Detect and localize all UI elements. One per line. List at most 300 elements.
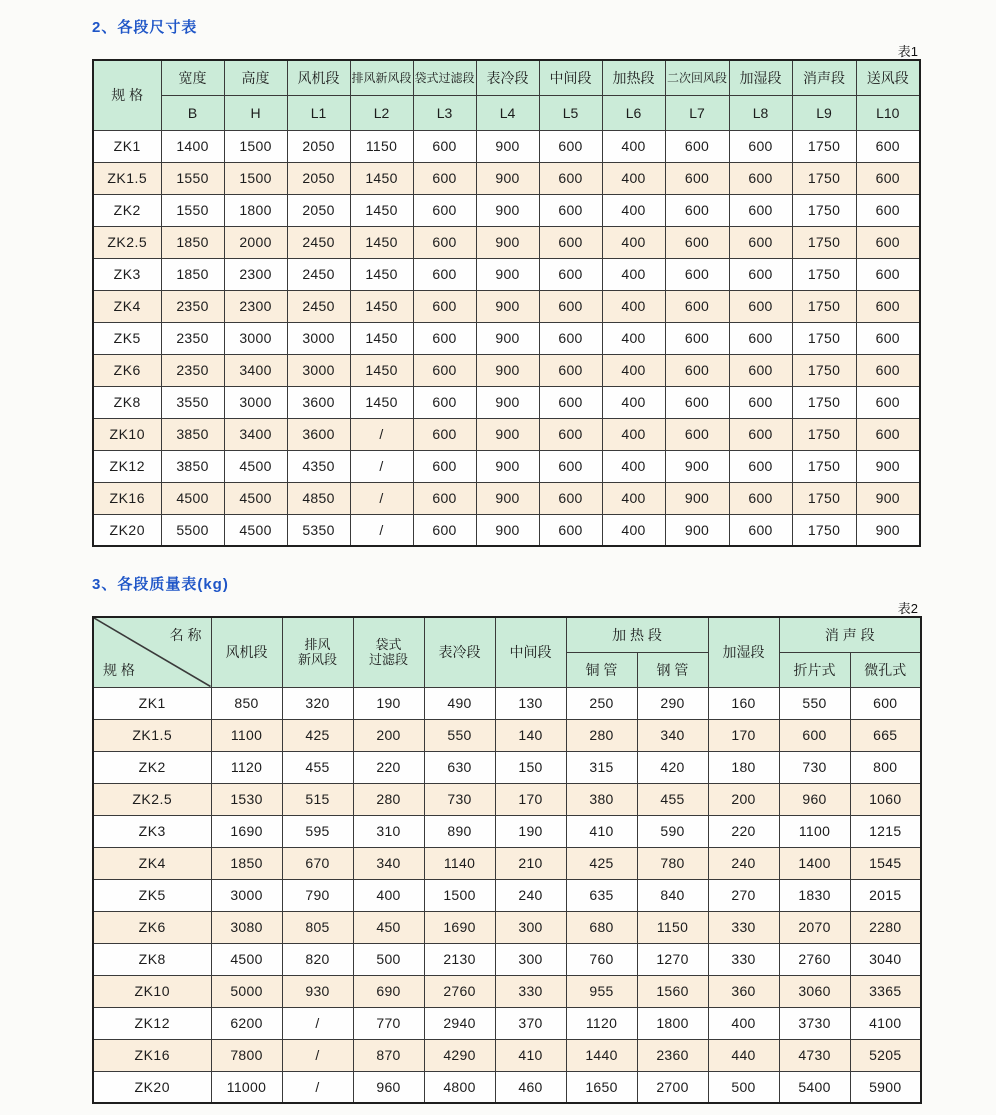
value-cell: 1750 — [792, 386, 856, 418]
code-L8: L8 — [729, 95, 792, 130]
value-cell: 4800 — [424, 1071, 495, 1103]
value-cell: 240 — [495, 879, 566, 911]
value-cell: 600 — [729, 386, 792, 418]
header-line: 过滤段 — [368, 652, 408, 668]
col-header-height: 高度 — [224, 60, 287, 95]
model-cell: ZK20 — [93, 514, 161, 546]
col-header-width: 宽度 — [161, 60, 224, 95]
value-cell: 600 — [539, 290, 602, 322]
value-cell: 600 — [729, 130, 792, 162]
model-cell: ZK16 — [93, 1039, 211, 1071]
col-header-exhaust-fresh-air-section — [282, 617, 353, 687]
value-cell: 2350 — [161, 354, 224, 386]
value-cell: 2350 — [161, 322, 224, 354]
value-cell: 1750 — [792, 290, 856, 322]
value-cell: 665 — [850, 719, 921, 751]
value-cell: 150 — [495, 751, 566, 783]
value-cell: 450 — [353, 911, 424, 943]
model-cell: ZK1 — [93, 687, 211, 719]
value-cell: 1750 — [792, 226, 856, 258]
section2-title: 3、各段质量表(kg) — [92, 576, 229, 593]
value-cell: 600 — [729, 162, 792, 194]
value-cell: 900 — [476, 194, 539, 226]
col-header-middle-section: 中间段 — [539, 60, 602, 95]
value-cell: 315 — [566, 751, 637, 783]
value-cell: 900 — [476, 418, 539, 450]
value-cell: 170 — [708, 719, 779, 751]
value-cell: 1750 — [792, 162, 856, 194]
value-cell: 455 — [637, 783, 708, 815]
value-cell: 190 — [495, 815, 566, 847]
value-cell: 2130 — [424, 943, 495, 975]
value-cell: 600 — [729, 450, 792, 482]
value-cell: 300 — [495, 911, 566, 943]
value-cell: 730 — [424, 783, 495, 815]
value-cell: 3080 — [211, 911, 282, 943]
value-cell: 170 — [495, 783, 566, 815]
table-row — [93, 226, 920, 258]
value-cell: 890 — [424, 815, 495, 847]
value-cell: 870 — [353, 1039, 424, 1071]
value-cell: 11000 — [211, 1071, 282, 1103]
value-cell: 840 — [637, 879, 708, 911]
code-B: B — [161, 95, 224, 130]
value-cell: 600 — [729, 258, 792, 290]
value-cell: 600 — [665, 322, 729, 354]
value-cell: / — [350, 514, 413, 546]
table-row — [93, 943, 921, 975]
value-cell: 600 — [856, 226, 920, 258]
value-cell: 1750 — [792, 130, 856, 162]
value-cell: 595 — [282, 815, 353, 847]
value-cell: 500 — [353, 943, 424, 975]
value-cell: 4500 — [211, 943, 282, 975]
table-row — [93, 354, 920, 386]
value-cell: 900 — [476, 130, 539, 162]
value-cell: 425 — [282, 719, 353, 751]
table-row — [93, 1007, 921, 1039]
value-cell: 1750 — [792, 418, 856, 450]
value-cell: 1750 — [792, 354, 856, 386]
value-cell: 400 — [602, 258, 665, 290]
value-cell: 900 — [476, 354, 539, 386]
value-cell: 900 — [476, 386, 539, 418]
code-L4: L4 — [476, 95, 539, 130]
value-cell: 800 — [850, 751, 921, 783]
table1-corner-header: 规 格 — [93, 60, 161, 130]
model-cell: ZK1 — [93, 130, 161, 162]
col-header-cooling-section: 表冷段 — [424, 617, 495, 687]
value-cell: 290 — [637, 687, 708, 719]
table-row — [93, 815, 921, 847]
value-cell: 4730 — [779, 1039, 850, 1071]
value-cell: 780 — [637, 847, 708, 879]
value-cell: 600 — [856, 418, 920, 450]
code-L7: L7 — [665, 95, 729, 130]
value-cell: 1750 — [792, 514, 856, 546]
model-cell: ZK20 — [93, 1071, 211, 1103]
table-row — [93, 975, 921, 1007]
value-cell: 3600 — [287, 386, 350, 418]
value-cell: 600 — [539, 418, 602, 450]
value-cell: 900 — [476, 322, 539, 354]
table-row — [93, 290, 920, 322]
header-line: 新风段 — [297, 652, 337, 668]
value-cell: 1150 — [350, 130, 413, 162]
col-header-bag-filter-section: 袋式过滤段 — [413, 60, 476, 95]
value-cell: 5900 — [850, 1071, 921, 1103]
table-row — [93, 1039, 921, 1071]
value-cell: 2450 — [287, 258, 350, 290]
value-cell: 1060 — [850, 783, 921, 815]
value-cell: 600 — [665, 194, 729, 226]
value-cell: 250 — [566, 687, 637, 719]
value-cell: 410 — [495, 1039, 566, 1071]
value-cell: 600 — [856, 354, 920, 386]
value-cell: 1400 — [161, 130, 224, 162]
value-cell: 1450 — [350, 258, 413, 290]
value-cell: 680 — [566, 911, 637, 943]
model-cell: ZK8 — [93, 386, 161, 418]
value-cell: 960 — [779, 783, 850, 815]
value-cell: 600 — [729, 226, 792, 258]
value-cell: 600 — [665, 418, 729, 450]
weights-table-head — [93, 617, 921, 687]
code-H: H — [224, 95, 287, 130]
value-cell: 3000 — [224, 386, 287, 418]
value-cell: 1270 — [637, 943, 708, 975]
value-cell: 600 — [539, 450, 602, 482]
col-header-humidifying-section: 加湿段 — [729, 60, 792, 95]
table-row — [93, 687, 921, 719]
value-cell: 5400 — [779, 1071, 850, 1103]
value-cell: 1120 — [566, 1007, 637, 1039]
value-cell: 1500 — [224, 130, 287, 162]
value-cell: 630 — [424, 751, 495, 783]
value-cell: 600 — [539, 482, 602, 514]
value-cell: 600 — [539, 386, 602, 418]
value-cell: 635 — [566, 879, 637, 911]
header-line: 袋式 — [375, 637, 402, 653]
value-cell: 600 — [413, 130, 476, 162]
table-row — [93, 719, 921, 751]
value-cell: 400 — [602, 162, 665, 194]
weights-table-body — [93, 687, 921, 1103]
value-cell: 600 — [856, 130, 920, 162]
value-cell: 600 — [665, 386, 729, 418]
value-cell: 210 — [495, 847, 566, 879]
value-cell: 140 — [495, 719, 566, 751]
col-header-fan-section: 风机段 — [211, 617, 282, 687]
col-header-humidifying-section: 加湿段 — [708, 617, 779, 687]
value-cell: 600 — [856, 194, 920, 226]
value-cell: 400 — [602, 226, 665, 258]
col-group-heating-section: 加 热 段 — [566, 617, 708, 652]
value-cell: 280 — [353, 783, 424, 815]
value-cell: 600 — [413, 514, 476, 546]
value-cell: 600 — [539, 226, 602, 258]
value-cell: 790 — [282, 879, 353, 911]
value-cell: 3550 — [161, 386, 224, 418]
value-cell: 310 — [353, 815, 424, 847]
value-cell: 6200 — [211, 1007, 282, 1039]
col-group-silencer-section: 消 声 段 — [779, 617, 921, 652]
value-cell: 600 — [665, 258, 729, 290]
model-cell: ZK10 — [93, 975, 211, 1007]
value-cell: 900 — [665, 514, 729, 546]
value-cell: 1850 — [161, 258, 224, 290]
value-cell: 900 — [476, 482, 539, 514]
value-cell: 600 — [413, 226, 476, 258]
model-cell: ZK6 — [93, 911, 211, 943]
value-cell: 1850 — [161, 226, 224, 258]
value-cell: 600 — [539, 322, 602, 354]
code-L6: L6 — [602, 95, 665, 130]
model-cell: ZK12 — [93, 1007, 211, 1039]
value-cell: 1545 — [850, 847, 921, 879]
value-cell: 900 — [476, 162, 539, 194]
value-cell: 2700 — [637, 1071, 708, 1103]
col-header-silencer-section: 消声段 — [792, 60, 856, 95]
value-cell: 1560 — [637, 975, 708, 1007]
value-cell: 400 — [602, 290, 665, 322]
value-cell: 2050 — [287, 130, 350, 162]
value-cell: 1500 — [424, 879, 495, 911]
value-cell: 280 — [566, 719, 637, 751]
col-header-cooling-section: 表冷段 — [476, 60, 539, 95]
table-row — [93, 751, 921, 783]
value-cell: 1750 — [792, 322, 856, 354]
code-L2: L2 — [350, 95, 413, 130]
table-row — [93, 194, 920, 226]
value-cell: 1800 — [224, 194, 287, 226]
value-cell: 1140 — [424, 847, 495, 879]
value-cell: 900 — [476, 290, 539, 322]
value-cell: 490 — [424, 687, 495, 719]
value-cell: 600 — [856, 258, 920, 290]
value-cell: 240 — [708, 847, 779, 879]
value-cell: 600 — [729, 418, 792, 450]
code-L5: L5 — [539, 95, 602, 130]
model-cell: ZK4 — [93, 847, 211, 879]
value-cell: 4500 — [161, 482, 224, 514]
model-cell: ZK2.5 — [93, 226, 161, 258]
table-row — [93, 783, 921, 815]
value-cell: 600 — [413, 258, 476, 290]
value-cell: 1120 — [211, 751, 282, 783]
value-cell: 5500 — [161, 514, 224, 546]
value-cell: 425 — [566, 847, 637, 879]
col-header-bag-filter-section — [353, 617, 424, 687]
value-cell: 410 — [566, 815, 637, 847]
value-cell: 2450 — [287, 226, 350, 258]
value-cell: 440 — [708, 1039, 779, 1071]
table2-label: 表2 — [897, 601, 918, 616]
value-cell: 600 — [729, 482, 792, 514]
value-cell: 3400 — [224, 418, 287, 450]
value-cell: 600 — [413, 162, 476, 194]
model-cell: ZK2.5 — [93, 783, 211, 815]
value-cell: 400 — [602, 194, 665, 226]
value-cell: 1450 — [350, 290, 413, 322]
value-cell: 3000 — [224, 322, 287, 354]
model-cell: ZK3 — [93, 815, 211, 847]
value-cell: 600 — [665, 162, 729, 194]
value-cell: 1550 — [161, 194, 224, 226]
value-cell: 1690 — [424, 911, 495, 943]
value-cell: 820 — [282, 943, 353, 975]
value-cell: 2050 — [287, 162, 350, 194]
col-header-steel-tube: 钢 管 — [637, 652, 708, 687]
col-header-heating-section: 加热段 — [602, 60, 665, 95]
value-cell: 190 — [353, 687, 424, 719]
col-header-folded-plate: 折片式 — [779, 652, 850, 687]
header-line: 排风 — [304, 637, 331, 653]
value-cell: 1750 — [792, 482, 856, 514]
value-cell: 600 — [729, 322, 792, 354]
value-cell: 330 — [495, 975, 566, 1007]
value-cell: 460 — [495, 1071, 566, 1103]
value-cell: 1690 — [211, 815, 282, 847]
value-cell: 600 — [779, 719, 850, 751]
model-cell: ZK5 — [93, 879, 211, 911]
value-cell: 7800 — [211, 1039, 282, 1071]
value-cell: 3600 — [287, 418, 350, 450]
value-cell: 1830 — [779, 879, 850, 911]
dimensions-table — [92, 59, 921, 547]
value-cell: 2300 — [224, 290, 287, 322]
value-cell: 5350 — [287, 514, 350, 546]
value-cell: 515 — [282, 783, 353, 815]
model-cell: ZK4 — [93, 290, 161, 322]
value-cell: / — [282, 1007, 353, 1039]
value-cell: 600 — [665, 354, 729, 386]
code-L3: L3 — [413, 95, 476, 130]
value-cell: 330 — [708, 911, 779, 943]
value-cell: 320 — [282, 687, 353, 719]
value-cell: 5000 — [211, 975, 282, 1007]
value-cell: 130 — [495, 687, 566, 719]
value-cell: 600 — [850, 687, 921, 719]
value-cell: 380 — [566, 783, 637, 815]
value-cell: 600 — [413, 482, 476, 514]
value-cell: 600 — [413, 290, 476, 322]
value-cell: 1550 — [161, 162, 224, 194]
value-cell: / — [282, 1071, 353, 1103]
value-cell: 2015 — [850, 879, 921, 911]
value-cell: 1450 — [350, 386, 413, 418]
value-cell: 4290 — [424, 1039, 495, 1071]
value-cell: 1750 — [792, 258, 856, 290]
model-cell: ZK5 — [93, 322, 161, 354]
value-cell: 2050 — [287, 194, 350, 226]
value-cell: 900 — [665, 482, 729, 514]
col-header-copper-tube: 铜 管 — [566, 652, 637, 687]
value-cell: 850 — [211, 687, 282, 719]
col-header-supply-air-section: 送风段 — [856, 60, 920, 95]
value-cell: 360 — [708, 975, 779, 1007]
value-cell: 600 — [856, 386, 920, 418]
model-cell: ZK12 — [93, 450, 161, 482]
table-row — [93, 847, 921, 879]
value-cell: 500 — [708, 1071, 779, 1103]
value-cell: 670 — [282, 847, 353, 879]
value-cell: 1530 — [211, 783, 282, 815]
value-cell: 200 — [353, 719, 424, 751]
model-cell: ZK16 — [93, 482, 161, 514]
value-cell: / — [350, 482, 413, 514]
value-cell: 3000 — [211, 879, 282, 911]
value-cell: 805 — [282, 911, 353, 943]
value-cell: 1100 — [211, 719, 282, 751]
value-cell: 600 — [665, 130, 729, 162]
value-cell: 4350 — [287, 450, 350, 482]
dimensions-table-body — [93, 130, 920, 546]
table-row — [93, 418, 920, 450]
value-cell: 3730 — [779, 1007, 850, 1039]
value-cell: 3850 — [161, 450, 224, 482]
value-cell: / — [350, 450, 413, 482]
value-cell: 770 — [353, 1007, 424, 1039]
value-cell: 3400 — [224, 354, 287, 386]
table-row — [93, 1071, 921, 1103]
table-row — [93, 911, 921, 943]
value-cell: 930 — [282, 975, 353, 1007]
value-cell: 900 — [665, 450, 729, 482]
value-cell: 600 — [729, 354, 792, 386]
value-cell: 400 — [602, 354, 665, 386]
value-cell: 370 — [495, 1007, 566, 1039]
value-cell: 220 — [708, 815, 779, 847]
col-header-secondary-return-air-section: 二次回风段 — [665, 60, 729, 95]
value-cell: 270 — [708, 879, 779, 911]
value-cell: 3000 — [287, 322, 350, 354]
value-cell: 330 — [708, 943, 779, 975]
value-cell: 600 — [665, 226, 729, 258]
value-cell: 690 — [353, 975, 424, 1007]
table1-header-row-groups — [93, 60, 920, 95]
table-row — [93, 386, 920, 418]
value-cell: 2940 — [424, 1007, 495, 1039]
value-cell: 3850 — [161, 418, 224, 450]
value-cell: 400 — [602, 482, 665, 514]
value-cell: 1650 — [566, 1071, 637, 1103]
value-cell: 1450 — [350, 162, 413, 194]
value-cell: / — [282, 1039, 353, 1071]
value-cell: 600 — [539, 130, 602, 162]
value-cell: 955 — [566, 975, 637, 1007]
value-cell: 1440 — [566, 1039, 637, 1071]
value-cell: 2350 — [161, 290, 224, 322]
table-row — [93, 482, 920, 514]
value-cell: 900 — [856, 514, 920, 546]
model-cell: ZK2 — [93, 194, 161, 226]
value-cell: 900 — [476, 450, 539, 482]
value-cell: 1750 — [792, 194, 856, 226]
model-cell: ZK10 — [93, 418, 161, 450]
value-cell: 550 — [424, 719, 495, 751]
value-cell: 400 — [602, 130, 665, 162]
value-cell: 600 — [539, 194, 602, 226]
value-cell: 1750 — [792, 450, 856, 482]
value-cell: 900 — [476, 226, 539, 258]
value-cell: 1100 — [779, 815, 850, 847]
model-cell: ZK1.5 — [93, 719, 211, 751]
value-cell: 420 — [637, 751, 708, 783]
value-cell: 1450 — [350, 322, 413, 354]
value-cell: 600 — [413, 450, 476, 482]
table2-header-row-groups — [93, 617, 921, 652]
